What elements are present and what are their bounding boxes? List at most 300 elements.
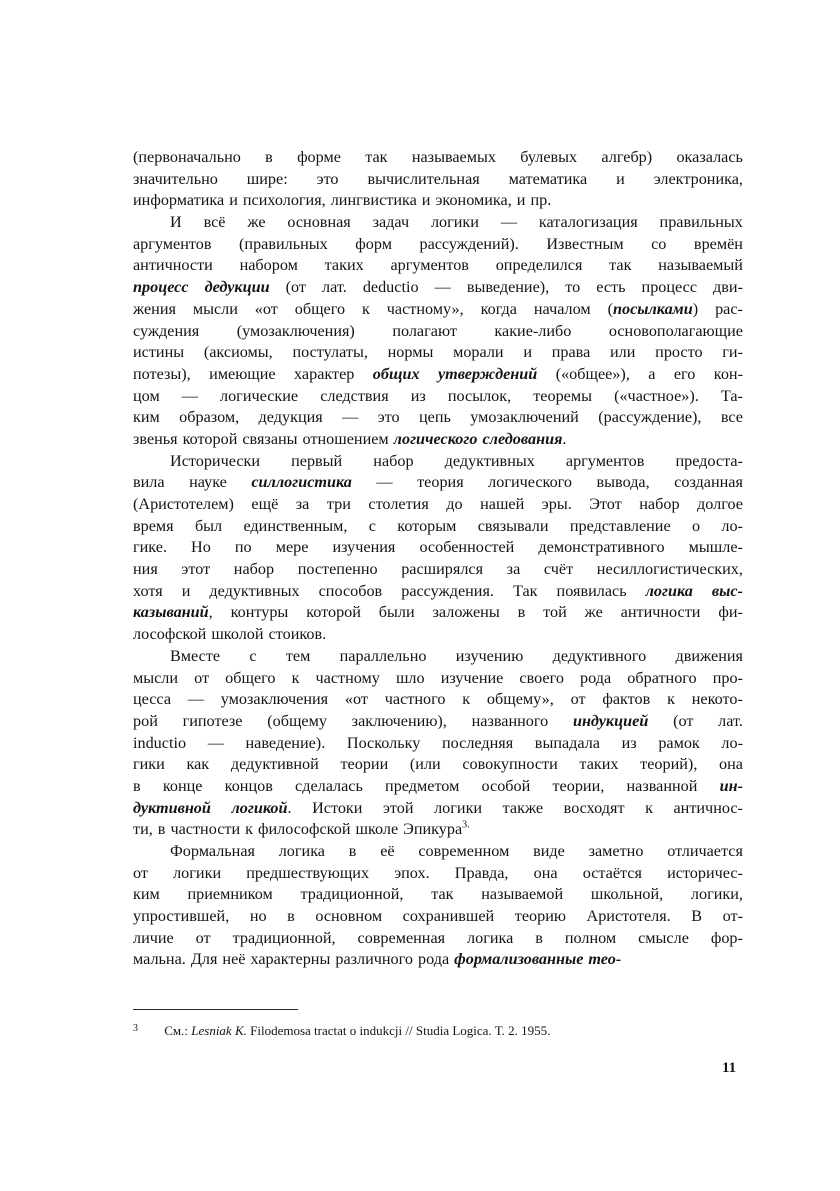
text-line [133,190,743,212]
word: дедукция [258,408,323,427]
word: когда [480,299,517,318]
word: Известным [546,234,624,253]
word: связывали [477,516,549,535]
text-line [133,602,743,624]
word: выпадала [534,733,600,752]
word: историчес- [667,863,743,882]
word: которым [397,516,457,535]
word: в [348,842,357,860]
word: постепенно [297,560,378,579]
word: характер [294,364,355,383]
word: заложены [432,603,500,622]
word: теории, [552,776,605,795]
word: вычислительная [367,169,480,188]
word: (Аристотелем) [133,495,234,513]
word: конце [162,776,203,795]
word: логика [645,581,693,600]
word: время [133,516,174,535]
word: её [380,842,395,860]
text-line [133,342,743,364]
word: мере [275,538,309,557]
word: тео- [588,950,622,969]
word: лат. [322,278,347,297]
word: расширялся [401,560,484,579]
word: основном [315,907,383,926]
word: права [551,343,591,362]
word: она [719,755,743,774]
word: же [584,603,603,622]
word: это [377,408,400,427]
word: ло- [721,733,743,752]
word: рас- [715,299,743,318]
word: способов [318,581,383,600]
word: к [361,299,370,318]
word: полном [564,928,617,947]
word: хотя [133,581,163,600]
word: — [181,386,198,405]
word: последняя [441,733,514,752]
word: называемый [658,256,743,275]
word: Формальная [170,842,255,860]
word: предметом [385,776,460,795]
text-line [133,277,743,299]
word: сохранившей [402,907,495,926]
word: жения [133,299,176,318]
word: следования. [482,429,567,448]
word: ги- [722,343,743,362]
word: фактов [602,690,651,709]
word: утверждений [437,364,538,383]
word: рассуждений). [419,234,519,253]
word: цом [133,386,160,405]
word: истины [133,343,185,362]
word: дедуктивной [230,755,319,774]
word: форме [297,148,341,166]
word: посылок, [447,386,512,405]
word: образом, [179,408,240,427]
word: особой [481,776,531,795]
word: имеющие [209,364,276,383]
footnote-author: Lesniak K. [191,1023,247,1038]
word: морали [453,343,504,362]
word: и [523,343,532,362]
word: из [621,733,637,752]
word: алгебр) [601,148,653,166]
word: казываний, [133,603,213,622]
word: той [543,603,567,622]
word: Но [191,538,211,557]
word: гипотезе [182,711,243,730]
text-line [133,646,743,668]
word: началом [533,299,591,318]
word: аргументов [133,234,212,253]
word: это [316,169,339,188]
word: математика [508,169,588,188]
word: дедукции [204,278,270,297]
text-line [133,429,743,451]
word: основная [287,213,351,232]
word: (первоначально [133,148,241,166]
word: отличается [667,842,743,860]
text-line [133,841,743,863]
word: вила [133,473,165,492]
word: набором [239,256,298,275]
word: потезы), [133,364,191,383]
word: теоремы [533,386,592,405]
word: Правда, [454,863,509,882]
word: смысле [638,928,689,947]
word: — [434,278,451,297]
word: логики [430,213,479,232]
word: с [249,646,257,665]
word: электроника, [653,169,743,188]
text-line [133,516,743,538]
footnote-reference[interactable]: 3. [462,819,470,831]
word: Аристотеля. [586,907,671,926]
word: как [186,755,210,774]
word: этой [382,798,414,817]
word: Вместе [170,646,221,665]
word: всё [203,213,226,232]
word: лингвистика [330,191,417,210]
text-line [133,711,743,733]
word: логического [393,429,478,448]
word: гики [133,755,165,774]
word: же [247,213,266,232]
word: и [616,169,625,188]
word: от [133,863,148,882]
word: названной [626,776,698,795]
word: школе [355,820,399,839]
word: основополагающие [608,321,743,340]
paragraph [133,147,743,212]
text-line [133,689,743,711]
word: булевых [520,148,578,166]
word: deductio [362,278,419,297]
word: первый [291,451,343,470]
word: «от [344,690,368,709]
word: какие-либо [494,321,572,340]
word: созданная [674,473,743,492]
word: процесс [133,278,189,297]
word: в [287,907,295,926]
word: в [157,820,166,839]
word: цесса [133,690,172,709]
word: нормы [387,343,434,362]
word: Исторически [170,451,261,470]
footnote-mark: 3 [133,1023,138,1034]
word: этот [181,560,211,579]
word: вывода, [596,473,650,492]
word: школой [211,625,264,644]
word: предоста- [675,451,743,470]
word: к [462,690,471,709]
word: то [565,278,581,297]
word: называемых [411,148,496,166]
word: в [133,776,141,795]
word: выведение), [466,278,550,297]
word: мышле- [688,538,743,557]
word: она [533,863,558,882]
word: к [291,668,300,687]
word: логикой. [231,798,292,817]
word: аргументов [565,451,645,470]
word: нашей [480,495,525,513]
word: фор- [710,928,743,947]
word: восходят [563,798,625,817]
word: со [651,234,667,253]
word: три [326,495,351,513]
paragraph [133,451,743,646]
word: счёт [543,560,574,579]
word: столетия [368,495,429,513]
text-line [133,299,743,321]
text-line [133,234,743,256]
word: наведение). [245,733,326,752]
word: звенья [133,429,178,448]
word: характерны [250,950,331,969]
text-line [133,733,743,755]
word: силлогистика [251,473,352,492]
word: логического [488,473,573,492]
word: про- [712,668,743,687]
word: («общее»), [555,364,630,383]
word: логика [467,928,514,947]
text-line [133,169,743,191]
text-line [133,364,743,386]
word: представление [569,516,671,535]
word: Этот [589,495,622,513]
word: изучению [455,646,524,665]
word: к [245,820,253,839]
word: логики [173,863,222,882]
word: просто [655,343,703,362]
word: заметно [588,842,644,860]
word: Та- [720,386,743,405]
word: ещё [251,495,279,513]
word: умозаключений [470,408,579,427]
word: цепь [419,408,451,427]
word: рой [133,711,158,730]
word: шло [395,668,425,687]
main-text [133,147,743,971]
text-line [133,559,743,581]
word: особенностей [419,538,515,557]
word: частному», [386,299,464,318]
word: упростившей, [133,907,230,926]
word: общему», [486,690,554,709]
word: контуры [230,603,289,622]
word: так [431,885,454,904]
word: — [187,690,204,709]
word: заключению), [351,711,447,730]
word: аргументов [390,256,469,275]
word: — [207,733,224,752]
word: тем [285,646,311,665]
word: времён [693,234,743,253]
word: психология, [242,191,326,210]
text-line [133,754,743,776]
word: умозаключения [220,690,329,709]
word: из [410,386,426,405]
footnote-source: Filodemosa tractat o indukcji // Studia Logica. T. 2. 1955. [250,1023,551,1038]
word: сделалась [295,776,363,795]
word: рамок [658,733,700,752]
word: рассуждения. [401,581,494,600]
footnote-rule [133,1009,298,1010]
word: Поскольку [346,733,421,752]
text-line [133,798,743,820]
word: логика [278,842,325,860]
word: дедуктивных [444,451,535,470]
word: В [691,907,703,926]
word: и [181,581,191,600]
word: рода [580,668,612,687]
word: «от [254,299,278,318]
text-line [133,451,743,473]
word: шире: [246,169,288,188]
word: традиционной, [300,885,404,904]
word: дедуктивных [209,581,300,600]
footnote [133,1020,743,1040]
word: дви- [713,278,743,297]
word: к [645,798,653,817]
word: по [234,538,252,557]
word: теория [417,473,464,492]
word: частности [170,820,241,839]
text-line [133,884,743,906]
word: значительно [133,169,218,188]
word: ким [133,885,160,904]
word: или [610,343,636,362]
word: общего [294,299,346,318]
text-line [133,949,743,971]
word: приемником [187,885,273,904]
word: и [229,191,238,210]
word: науке [189,473,227,492]
word: каталогизация [538,213,638,232]
word: теорий), [640,755,698,774]
text-line [133,581,743,603]
word: частному [315,668,380,687]
word: предшествующих [246,863,370,882]
word: (посылками) [607,299,699,318]
word: совокупности [462,755,558,774]
word: (от [285,278,306,297]
word: определился [495,256,583,275]
word: личие [133,928,174,947]
word: правильных [659,213,743,232]
word: за [506,560,521,579]
word: рода [418,950,450,969]
word: так [365,148,388,166]
word: отношением [302,429,389,448]
word: полагают [392,321,457,340]
word: виде [533,842,565,860]
word: в [265,148,273,166]
word: ло- [721,516,743,535]
word: дедуктивного [552,646,647,665]
word: набор [373,451,414,470]
word: — [342,408,359,427]
word: от- [722,907,743,926]
word: индукцией [572,711,649,730]
word: все [720,408,743,427]
word: оказалась [676,148,743,166]
word: от [570,690,586,709]
paragraph [133,841,743,971]
text-line [133,255,743,277]
word: но [249,907,267,926]
word: пр. [530,191,552,210]
word: общих [372,364,420,383]
word: появилась [556,581,627,600]
word: обратного [627,668,697,687]
word: своего [519,668,564,687]
word: (аксиомы, [203,343,273,362]
word: названного [471,711,549,730]
text-line [133,386,743,408]
word: традиционной, [232,928,336,947]
word: ния [133,560,158,579]
word: различного [335,950,413,969]
text-line [133,906,743,928]
word: лософской [133,625,207,644]
word: (от [673,711,694,730]
paragraph [133,212,743,450]
word: изучение [440,668,504,687]
word: античности [620,603,701,622]
word: за [295,495,310,513]
word: современная [357,928,446,947]
word: («частное»). [614,386,699,405]
word: выс- [711,581,743,600]
word: мальна. [133,950,186,969]
word: дуктивной [133,798,211,817]
word: современном [418,842,510,860]
word: есть [596,278,626,297]
text-line [133,819,743,841]
word: также [502,798,544,817]
word: фи- [718,603,743,622]
word: движения [675,646,743,665]
word: о [691,516,701,535]
word: ин- [719,776,743,795]
word: набор [639,495,680,513]
word: от [194,668,210,687]
word: и [421,191,431,210]
word: логики [434,798,483,817]
text-line [133,321,743,343]
text-line [133,212,743,234]
word: изучения [332,538,396,557]
word: inductio [133,733,187,752]
word: которой [182,429,238,448]
word: единственным, [243,516,348,535]
word: теорию [514,907,566,926]
text-line [133,494,743,516]
text-line [133,537,743,559]
word: таких [579,755,619,774]
word: ким [133,408,160,427]
text-line [133,668,743,690]
word: школьной, [590,885,664,904]
word: И [170,213,182,232]
word: неё [222,950,246,969]
word: (правильных [239,234,328,253]
word: лат. [718,711,743,730]
word: (или [409,755,441,774]
